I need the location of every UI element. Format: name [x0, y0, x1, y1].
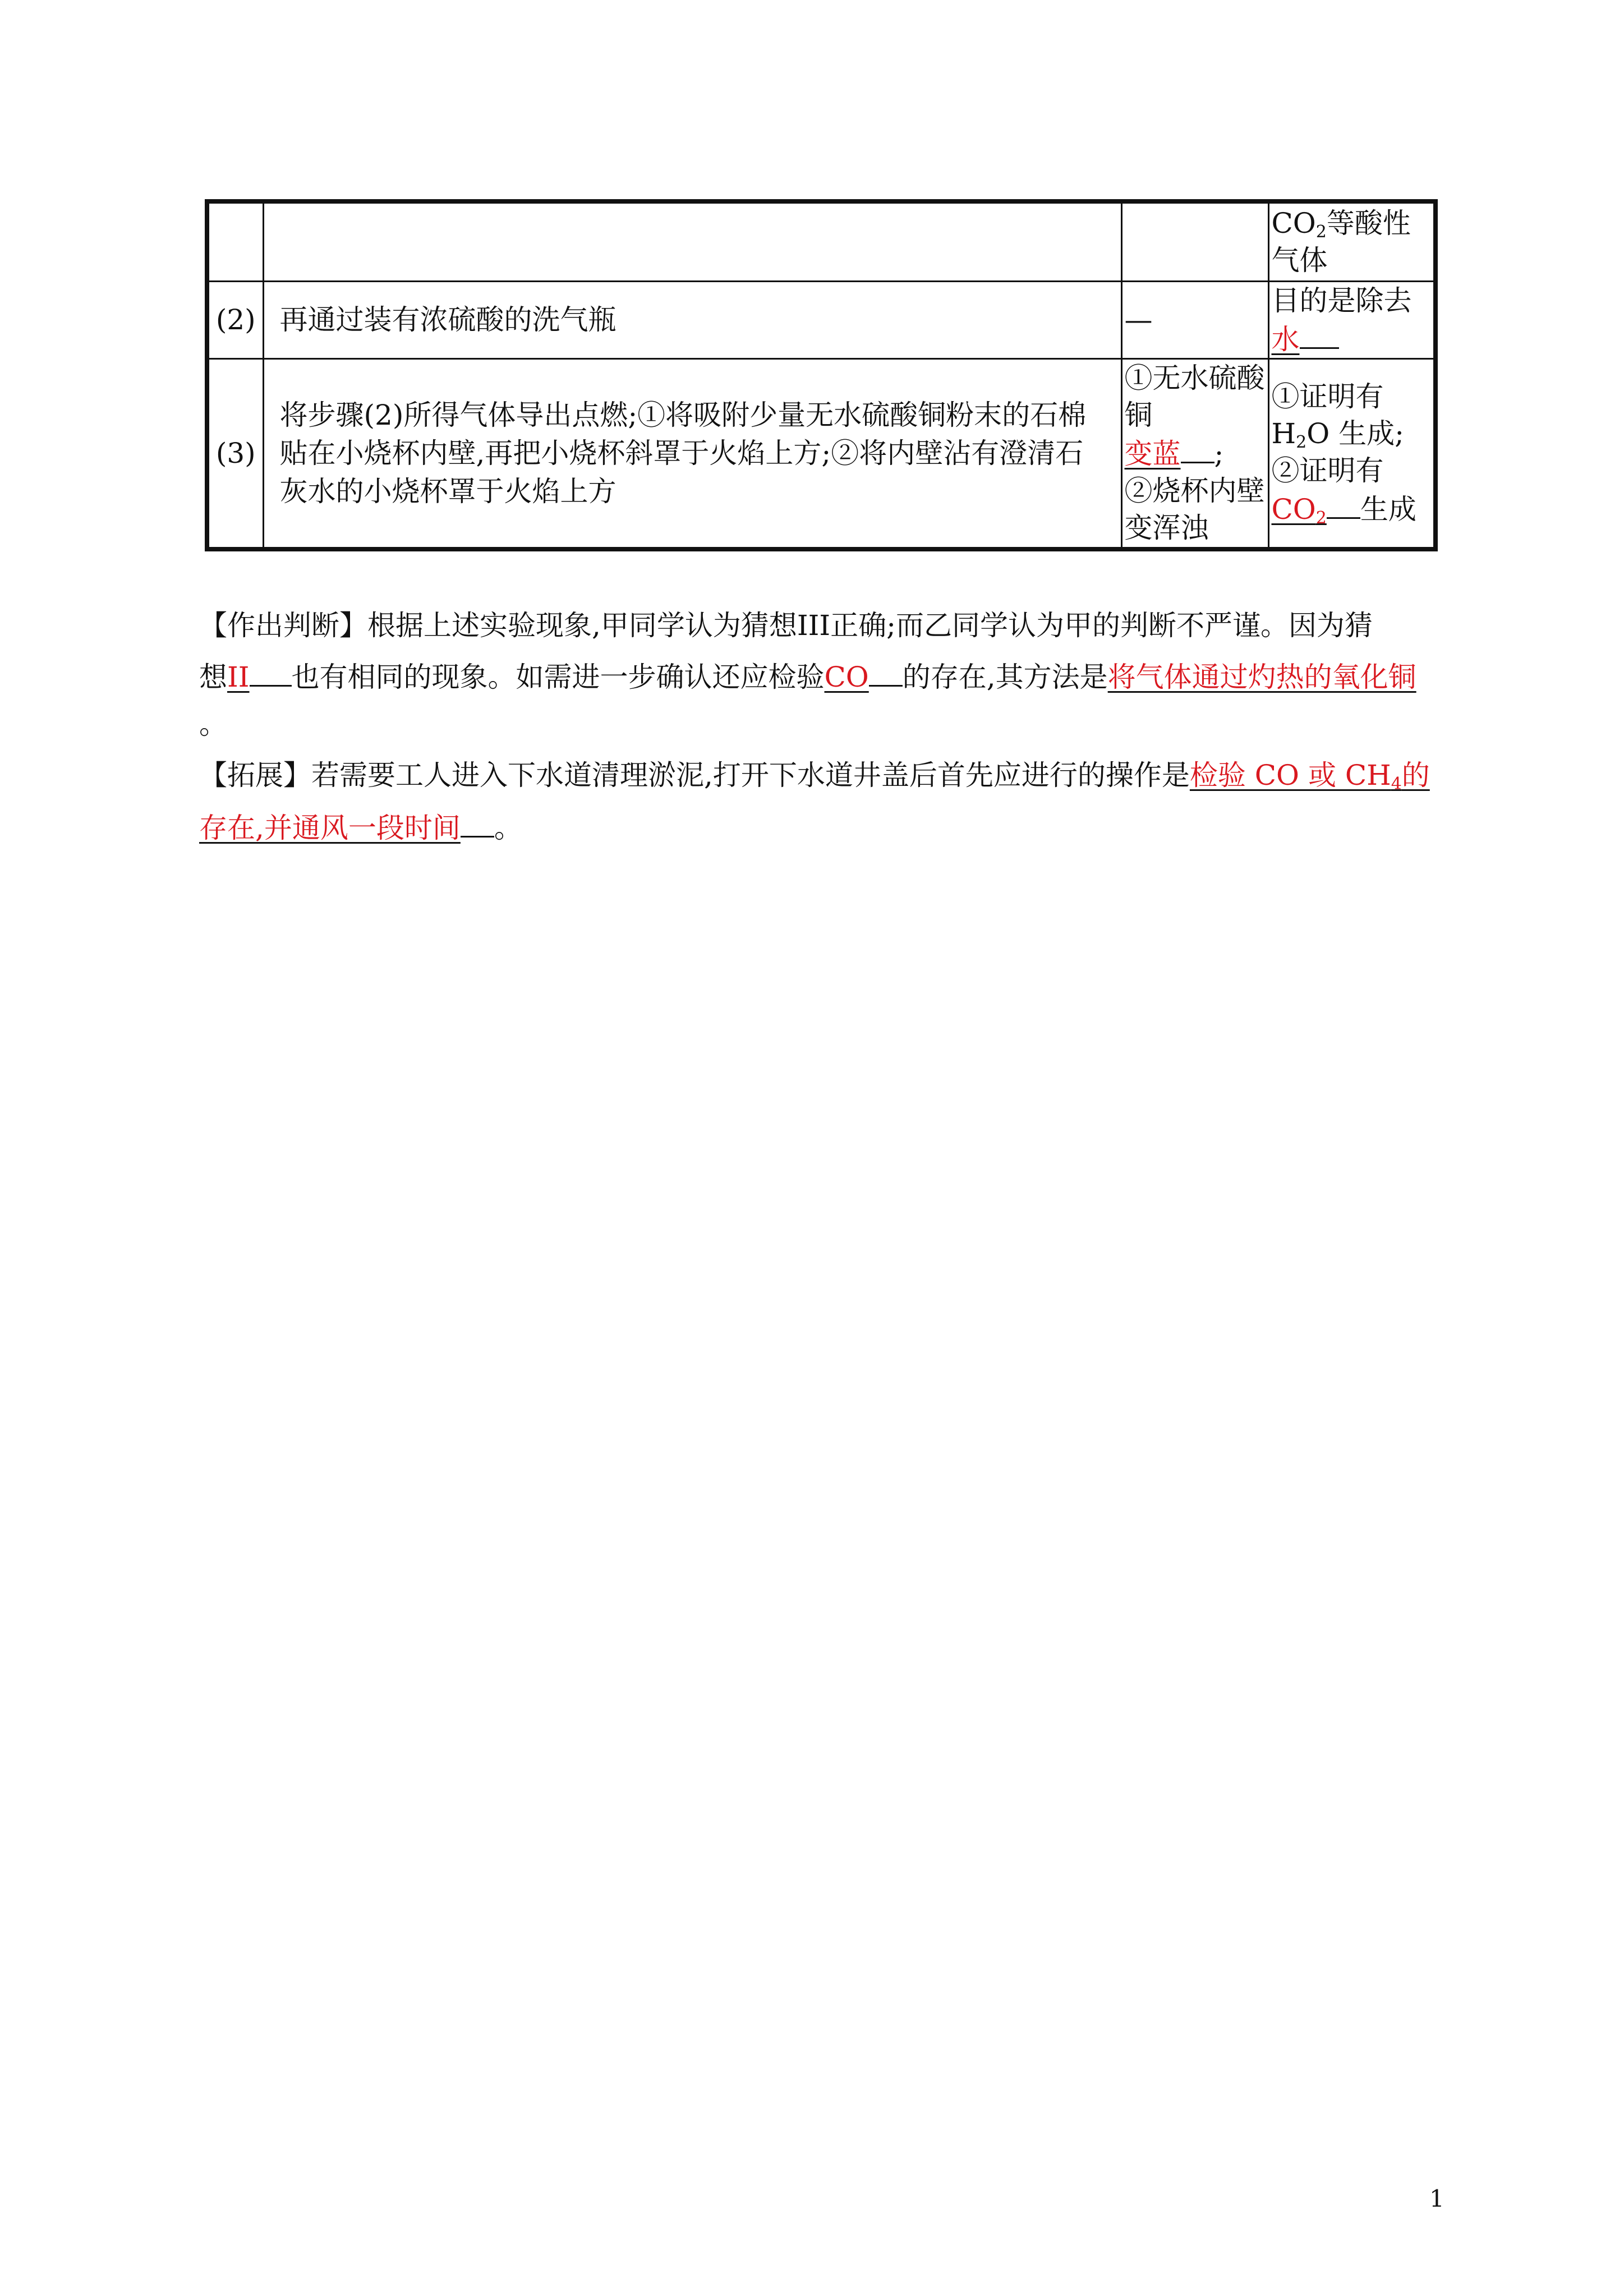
paragraph-text: 。	[199, 708, 227, 740]
paragraph-text: 也有相同的现象。如需进一步确认还应检验	[291, 661, 825, 693]
conclusion-cell	[1268, 281, 1436, 358]
operation-cell	[263, 201, 1121, 281]
judgement-line-2	[199, 657, 1433, 694]
conclusion-text: ①证明有	[1271, 380, 1384, 413]
extension-line-2	[199, 808, 1433, 845]
paragraph-text: 根据上述实验现象,甲同学认为猜想III正确;而乙同学认为甲的判断不严谨。因为猜	[367, 609, 1373, 642]
subscript: 4	[1391, 774, 1402, 794]
answer-water: 水	[1271, 323, 1300, 356]
phenomenon-cell	[1121, 201, 1268, 281]
answer-text: 检验 CO 或 CH	[1189, 759, 1391, 792]
table-row	[207, 281, 1436, 358]
conclusion-text: O 生成;	[1306, 417, 1404, 450]
answer-co2	[1272, 493, 1327, 526]
judgement-line-3	[199, 707, 1433, 741]
subscript: 2	[1296, 432, 1307, 453]
separator: ;	[1214, 438, 1224, 471]
answer-blank	[250, 657, 292, 687]
experiment-table	[205, 199, 1438, 551]
answer-method: 将气体通过灼热的氧化铜	[1107, 661, 1416, 693]
table-row	[207, 358, 1436, 549]
answer-blank	[1300, 319, 1339, 349]
conclusion-cell	[1268, 201, 1436, 281]
answer-blank	[869, 657, 903, 687]
subscript: 2	[1315, 508, 1327, 528]
step-number	[207, 201, 263, 281]
step-number: (2)	[207, 281, 263, 358]
conclusion-cell	[1268, 358, 1436, 549]
answer-operation	[1190, 759, 1430, 792]
answer-blue: 变蓝	[1124, 438, 1181, 471]
answer-blank	[1327, 489, 1360, 519]
paragraph-text: 。	[494, 812, 522, 844]
conclusion-text: 等酸性气体	[1271, 207, 1411, 277]
paragraph-text: 的存在,其方法是	[902, 661, 1108, 693]
co2-formula: CO	[1271, 207, 1316, 240]
table-row	[207, 201, 1436, 281]
phenomenon-cell	[1121, 358, 1268, 549]
judgement-paragraph	[199, 609, 1433, 642]
answer-blank	[1181, 434, 1214, 463]
phenomenon-cell: —	[1121, 281, 1268, 358]
operation-cell: 再通过装有浓硫酸的洗气瓶	[263, 281, 1121, 358]
conclusion-text: ②证明有	[1271, 454, 1384, 487]
answer-co: CO	[824, 661, 869, 693]
h2o-formula: H	[1271, 417, 1296, 450]
extension-paragraph	[199, 758, 1433, 792]
section-label: 【拓展】	[199, 759, 311, 792]
answer-hypothesis: II	[227, 661, 250, 693]
answer-text: 的	[1401, 759, 1430, 792]
step-number: (3)	[207, 358, 263, 549]
phenomenon-text: ①无水硫酸铜	[1124, 362, 1265, 432]
subscript: 2	[1315, 222, 1327, 242]
paragraph-text: 想	[199, 661, 227, 693]
operation-cell: 将步骤(2)所得气体导出点燃;①将吸附少量无水硫酸铜粉末的石棉贴在小烧杯内壁,再把小烧杯斜罩于火焰上方;②将内壁沾有澄清石灰水的小烧杯罩于火焰上方	[263, 358, 1121, 549]
answer-text: 存在,并通风一段时间	[199, 812, 461, 844]
co2-formula: CO	[1271, 493, 1316, 526]
section-label: 【作出判断】	[199, 609, 367, 642]
conclusion-text: 生成	[1360, 493, 1416, 526]
paragraph-text: 若需要工人进入下水道清理淤泥,打开下水道井盖后首先应进行的操作是	[311, 759, 1190, 792]
answer-blank	[461, 808, 494, 838]
phenomenon-text: ②烧杯内壁变浑浊	[1124, 475, 1265, 545]
conclusion-text: 目的是除去	[1271, 284, 1412, 317]
page-number: 1	[1429, 2185, 1444, 2212]
